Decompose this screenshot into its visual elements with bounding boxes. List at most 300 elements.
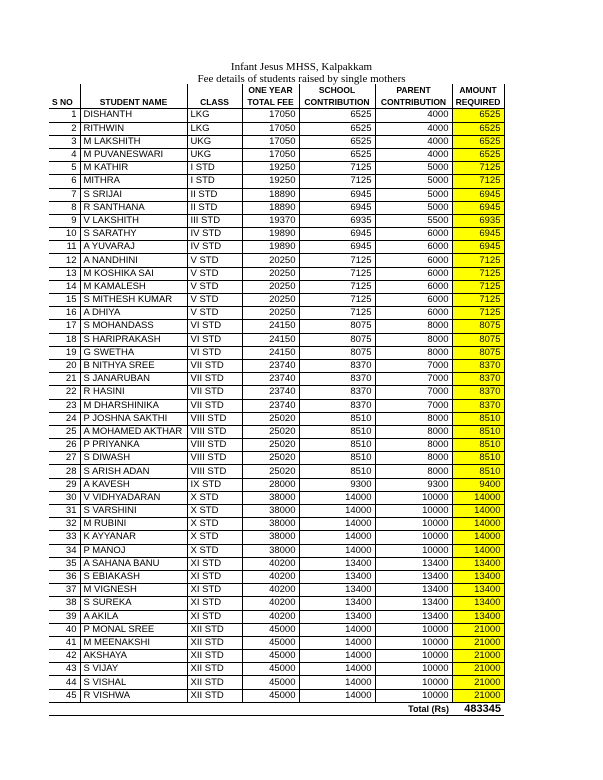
cell-school-contribution: 14000: [299, 531, 375, 544]
cell-student-name: S VISHAL: [80, 676, 187, 689]
cell-parent-contribution: 10000: [375, 544, 452, 557]
cell-total-fee: 38000: [242, 505, 299, 518]
total-spacer-1: [49, 702, 80, 715]
cell-parent-contribution: 8000: [375, 439, 452, 452]
cell-parent-contribution: 7000: [375, 373, 452, 386]
table-row: [49, 294, 504, 307]
cell-parent-contribution: 4000: [375, 122, 452, 135]
table-row: [49, 518, 504, 531]
cell-school-contribution: 6945: [299, 201, 375, 214]
cell-total-fee: 24150: [242, 346, 299, 359]
cell-parent-contribution: 8000: [375, 425, 452, 438]
cell-class: XI STD: [187, 584, 242, 597]
cell-school-contribution: 8370: [299, 386, 375, 399]
cell-class: VIII STD: [187, 452, 242, 465]
cell-total-fee: 19890: [242, 228, 299, 241]
cell-parent-contribution: 8000: [375, 452, 452, 465]
cell-total-fee: 25020: [242, 425, 299, 438]
total-spacer-2: [80, 702, 187, 715]
sno-header: S NO: [49, 96, 80, 109]
cell-sno: 32: [49, 518, 80, 531]
cell-amount-required: 21000: [452, 689, 504, 702]
cell-total-fee: 40200: [242, 610, 299, 623]
cell-parent-contribution: 6000: [375, 307, 452, 320]
cell-amount-required: 13400: [452, 557, 504, 570]
cell-class: IX STD: [187, 478, 242, 491]
cell-class: XII STD: [187, 663, 242, 676]
cell-school-contribution: 13400: [299, 584, 375, 597]
cell-sno: 7: [49, 188, 80, 201]
cell-sno: 27: [49, 452, 80, 465]
table-row: [49, 386, 504, 399]
cell-school-contribution: 7125: [299, 175, 375, 188]
cell-class: V STD: [187, 254, 242, 267]
cell-amount-required: 14000: [452, 505, 504, 518]
table-row: [49, 636, 504, 649]
table-row: [49, 689, 504, 702]
total-row: [49, 702, 504, 715]
cell-parent-contribution: 6000: [375, 228, 452, 241]
cell-total-fee: 45000: [242, 650, 299, 663]
cell-class: IV STD: [187, 228, 242, 241]
cell-class: V STD: [187, 280, 242, 293]
cell-student-name: S EBIAKASH: [80, 570, 187, 583]
cell-sno: 41: [49, 636, 80, 649]
cell-class: X STD: [187, 531, 242, 544]
cell-total-fee: 23740: [242, 399, 299, 412]
table-row: [49, 676, 504, 689]
cell-class: LKG: [187, 122, 242, 135]
cell-class: VI STD: [187, 346, 242, 359]
name-header-top: [80, 84, 187, 96]
cell-total-fee: 20250: [242, 294, 299, 307]
cell-total-fee: 17050: [242, 148, 299, 161]
table-row: [49, 399, 504, 412]
cell-parent-contribution: 5500: [375, 214, 452, 227]
cell-parent-contribution: 8000: [375, 333, 452, 346]
table-row: [49, 597, 504, 610]
cell-parent-contribution: 8000: [375, 412, 452, 425]
cell-class: I STD: [187, 175, 242, 188]
cell-total-fee: 40200: [242, 584, 299, 597]
cell-total-fee: 17050: [242, 122, 299, 135]
table-row: [49, 531, 504, 544]
table-row: [49, 570, 504, 583]
cell-student-name: M DHARSHINIKA: [80, 399, 187, 412]
cell-school-contribution: 6945: [299, 241, 375, 254]
cell-total-fee: 18890: [242, 201, 299, 214]
cell-school-contribution: 14000: [299, 663, 375, 676]
cell-amount-required: 6525: [452, 122, 504, 135]
cell-school-contribution: 8075: [299, 333, 375, 346]
cell-amount-required: 6945: [452, 201, 504, 214]
cell-student-name: MITHRA: [80, 175, 187, 188]
cell-student-name: V LAKSHITH: [80, 214, 187, 227]
header-row-1: [49, 84, 504, 96]
cell-amount-required: 6945: [452, 228, 504, 241]
cell-sno: 4: [49, 148, 80, 161]
cell-school-contribution: 6525: [299, 109, 375, 122]
cell-class: V STD: [187, 307, 242, 320]
cell-class: VII STD: [187, 386, 242, 399]
cell-school-contribution: 13400: [299, 597, 375, 610]
cell-student-name: S MITHESH KUMAR: [80, 294, 187, 307]
cell-parent-contribution: 7000: [375, 359, 452, 372]
cell-student-name: M VIGNESH: [80, 584, 187, 597]
total-value: 483345: [452, 702, 504, 715]
cell-amount-required: 21000: [452, 650, 504, 663]
cell-school-contribution: 14000: [299, 636, 375, 649]
cell-student-name: M KOSHIKA SAI: [80, 267, 187, 280]
cell-class: XI STD: [187, 610, 242, 623]
table-row: [49, 610, 504, 623]
cell-amount-required: 21000: [452, 663, 504, 676]
cell-total-fee: 38000: [242, 491, 299, 504]
cell-class: VII STD: [187, 399, 242, 412]
cell-parent-contribution: 10000: [375, 663, 452, 676]
cell-student-name: S JANARUBAN: [80, 373, 187, 386]
cell-amount-required: 13400: [452, 570, 504, 583]
cell-class: X STD: [187, 518, 242, 531]
cell-parent-contribution: 10000: [375, 636, 452, 649]
cell-sno: 40: [49, 623, 80, 636]
cell-student-name: AKSHAYA: [80, 650, 187, 663]
cell-school-contribution: 13400: [299, 557, 375, 570]
cell-class: UKG: [187, 148, 242, 161]
cell-sno: 25: [49, 425, 80, 438]
cell-class: X STD: [187, 544, 242, 557]
cell-parent-contribution: 10000: [375, 650, 452, 663]
cell-amount-required: 6525: [452, 148, 504, 161]
cell-amount-required: 8370: [452, 359, 504, 372]
total-spacer-4: [242, 702, 299, 715]
cell-school-contribution: 13400: [299, 610, 375, 623]
cell-school-contribution: 14000: [299, 676, 375, 689]
table-row: [49, 373, 504, 386]
table-row: [49, 465, 504, 478]
cell-student-name: S SUREKA: [80, 597, 187, 610]
cell-amount-required: 6935: [452, 214, 504, 227]
cell-amount-required: 7125: [452, 175, 504, 188]
cell-sno: 23: [49, 399, 80, 412]
cell-student-name: A DHIYA: [80, 307, 187, 320]
cell-student-name: M RUBINI: [80, 518, 187, 531]
cell-student-name: M MEENAKSHI: [80, 636, 187, 649]
student-rows: [49, 109, 504, 702]
cell-class: VIII STD: [187, 425, 242, 438]
cell-sno: 8: [49, 201, 80, 214]
cell-total-fee: 19370: [242, 214, 299, 227]
cell-school-contribution: 14000: [299, 650, 375, 663]
table-row: [49, 452, 504, 465]
cell-sno: 1: [49, 109, 80, 122]
cell-sno: 29: [49, 478, 80, 491]
cell-sno: 24: [49, 412, 80, 425]
cell-parent-contribution: 10000: [375, 491, 452, 504]
cell-parent-contribution: 10000: [375, 676, 452, 689]
cell-student-name: P MANOJ: [80, 544, 187, 557]
table-row: [49, 478, 504, 491]
cell-class: XI STD: [187, 597, 242, 610]
cell-class: XII STD: [187, 623, 242, 636]
table-row: [49, 228, 504, 241]
cell-parent-contribution: 6000: [375, 254, 452, 267]
cell-total-fee: 45000: [242, 689, 299, 702]
cell-parent-contribution: 13400: [375, 610, 452, 623]
cell-parent-contribution: 7000: [375, 386, 452, 399]
cell-school-contribution: 8510: [299, 412, 375, 425]
cell-total-fee: 38000: [242, 544, 299, 557]
cell-school-contribution: 7125: [299, 280, 375, 293]
cell-total-fee: 19890: [242, 241, 299, 254]
cell-school-contribution: 7125: [299, 294, 375, 307]
cell-class: XII STD: [187, 689, 242, 702]
cell-sno: 34: [49, 544, 80, 557]
cell-student-name: M KAMALESH: [80, 280, 187, 293]
cell-student-name: V VIDHYADARAN: [80, 491, 187, 504]
cell-parent-contribution: 5000: [375, 175, 452, 188]
cell-school-contribution: 9300: [299, 478, 375, 491]
table-row: [49, 162, 504, 175]
cell-sno: 26: [49, 439, 80, 452]
cell-student-name: P PRIYANKA: [80, 439, 187, 452]
cell-school-contribution: 14000: [299, 491, 375, 504]
cell-amount-required: 7125: [452, 280, 504, 293]
cell-school-contribution: 6525: [299, 122, 375, 135]
table-row: [49, 425, 504, 438]
class-header-top: [187, 84, 242, 96]
cell-student-name: S ARISH ADAN: [80, 465, 187, 478]
cell-sno: 42: [49, 650, 80, 663]
cell-student-name: R HASINI: [80, 386, 187, 399]
cell-total-fee: 19250: [242, 175, 299, 188]
cell-sno: 35: [49, 557, 80, 570]
cell-total-fee: 40200: [242, 557, 299, 570]
cell-total-fee: 40200: [242, 597, 299, 610]
amount-header-top: AMOUNT: [452, 84, 504, 96]
cell-student-name: A SAHANA BANU: [80, 557, 187, 570]
cell-class: VI STD: [187, 320, 242, 333]
cell-student-name: P JOSHNA SAKTHI: [80, 412, 187, 425]
cell-parent-contribution: 13400: [375, 570, 452, 583]
cell-parent-contribution: 4000: [375, 109, 452, 122]
table-row: [49, 280, 504, 293]
class-header: CLASS: [187, 96, 242, 109]
cell-class: XII STD: [187, 650, 242, 663]
cell-amount-required: 21000: [452, 676, 504, 689]
cell-school-contribution: 6945: [299, 188, 375, 201]
cell-student-name: A AKILA: [80, 610, 187, 623]
cell-school-contribution: 6525: [299, 148, 375, 161]
cell-parent-contribution: 6000: [375, 267, 452, 280]
cell-total-fee: 45000: [242, 636, 299, 649]
cell-parent-contribution: 10000: [375, 623, 452, 636]
cell-total-fee: 18890: [242, 188, 299, 201]
table-row: [49, 241, 504, 254]
cell-total-fee: 38000: [242, 518, 299, 531]
cell-amount-required: 8075: [452, 333, 504, 346]
cell-amount-required: 13400: [452, 597, 504, 610]
table-row: [49, 333, 504, 346]
cell-sno: 11: [49, 241, 80, 254]
cell-student-name: A NANDHINI: [80, 254, 187, 267]
table-row: [49, 201, 504, 214]
cell-amount-required: 7125: [452, 307, 504, 320]
cell-student-name: G SWETHA: [80, 346, 187, 359]
cell-sno: 38: [49, 597, 80, 610]
cell-parent-contribution: 8000: [375, 346, 452, 359]
cell-school-contribution: 6945: [299, 228, 375, 241]
cell-amount-required: 8510: [452, 439, 504, 452]
table-row: [49, 623, 504, 636]
cell-class: X STD: [187, 491, 242, 504]
table-row: [49, 135, 504, 148]
total-spacer-3: [187, 702, 242, 715]
cell-student-name: S SARATHY: [80, 228, 187, 241]
cell-class: V STD: [187, 267, 242, 280]
cell-sno: 15: [49, 294, 80, 307]
cell-class: VI STD: [187, 333, 242, 346]
cell-parent-contribution: 13400: [375, 557, 452, 570]
cell-school-contribution: 14000: [299, 689, 375, 702]
cell-class: II STD: [187, 188, 242, 201]
cell-amount-required: 13400: [452, 584, 504, 597]
cell-total-fee: 20250: [242, 280, 299, 293]
cell-sno: 18: [49, 333, 80, 346]
cell-total-fee: 23740: [242, 359, 299, 372]
cell-student-name: B NITHYA SREE: [80, 359, 187, 372]
cell-class: XI STD: [187, 570, 242, 583]
cell-student-name: R SANTHANA: [80, 201, 187, 214]
table-row: [49, 544, 504, 557]
cell-school-contribution: 7125: [299, 267, 375, 280]
cell-total-fee: 23740: [242, 373, 299, 386]
cell-school-contribution: 8510: [299, 439, 375, 452]
table-row: [49, 650, 504, 663]
cell-sno: 33: [49, 531, 80, 544]
cell-parent-contribution: 10000: [375, 689, 452, 702]
cell-amount-required: 8510: [452, 412, 504, 425]
cell-amount-required: 7125: [452, 254, 504, 267]
cell-sno: 16: [49, 307, 80, 320]
fee-header: TOTAL FEE: [242, 96, 299, 109]
cell-parent-contribution: 10000: [375, 505, 452, 518]
cell-parent-contribution: 13400: [375, 584, 452, 597]
cell-sno: 20: [49, 359, 80, 372]
table-row: [49, 320, 504, 333]
cell-school-contribution: 8370: [299, 399, 375, 412]
cell-student-name: DISHANTH: [80, 109, 187, 122]
cell-sno: 9: [49, 214, 80, 227]
cell-school-contribution: 8510: [299, 425, 375, 438]
cell-sno: 22: [49, 386, 80, 399]
cell-total-fee: 45000: [242, 676, 299, 689]
cell-school-contribution: 8075: [299, 320, 375, 333]
amount-header: REQUIRED: [452, 96, 504, 109]
cell-sno: 13: [49, 267, 80, 280]
cell-class: VIII STD: [187, 412, 242, 425]
parent-header: CONTRIBUTION: [375, 96, 452, 109]
cell-sno: 19: [49, 346, 80, 359]
cell-parent-contribution: 5000: [375, 201, 452, 214]
cell-class: X STD: [187, 505, 242, 518]
cell-class: I STD: [187, 162, 242, 175]
cell-amount-required: 7125: [452, 267, 504, 280]
fee-table: [49, 84, 505, 716]
cell-parent-contribution: 10000: [375, 518, 452, 531]
name-header: STUDENT NAME: [80, 96, 187, 109]
cell-total-fee: 17050: [242, 109, 299, 122]
table-row: [49, 175, 504, 188]
cell-school-contribution: 8510: [299, 465, 375, 478]
cell-total-fee: 20250: [242, 254, 299, 267]
cell-class: UKG: [187, 135, 242, 148]
cell-student-name: RITHWIN: [80, 122, 187, 135]
table-row: [49, 267, 504, 280]
cell-total-fee: 45000: [242, 663, 299, 676]
cell-sno: 17: [49, 320, 80, 333]
cell-total-fee: 28000: [242, 478, 299, 491]
school-header: CONTRIBUTION: [299, 96, 375, 109]
table-row: [49, 491, 504, 504]
cell-amount-required: 7125: [452, 294, 504, 307]
cell-class: VIII STD: [187, 465, 242, 478]
cell-school-contribution: 7125: [299, 254, 375, 267]
cell-student-name: S VIJAY: [80, 663, 187, 676]
cell-class: IV STD: [187, 241, 242, 254]
cell-student-name: S VARSHINI: [80, 505, 187, 518]
table-row: [49, 359, 504, 372]
cell-amount-required: 9400: [452, 478, 504, 491]
cell-school-contribution: 8510: [299, 452, 375, 465]
cell-school-contribution: 13400: [299, 570, 375, 583]
cell-school-contribution: 8075: [299, 346, 375, 359]
cell-school-contribution: 7125: [299, 162, 375, 175]
cell-parent-contribution: 6000: [375, 280, 452, 293]
cell-student-name: S SRIJAI: [80, 188, 187, 201]
cell-student-name: R VISHWA: [80, 689, 187, 702]
cell-amount-required: 8370: [452, 399, 504, 412]
cell-student-name: M PUVANESWARI: [80, 148, 187, 161]
cell-total-fee: 45000: [242, 623, 299, 636]
cell-student-name: K AYYANAR: [80, 531, 187, 544]
school-header-top: SCHOOL: [299, 84, 375, 96]
cell-total-fee: 25020: [242, 412, 299, 425]
table-row: [49, 346, 504, 359]
table-row: [49, 109, 504, 122]
cell-amount-required: 21000: [452, 636, 504, 649]
cell-total-fee: 20250: [242, 267, 299, 280]
cell-student-name: S MOHANDASS: [80, 320, 187, 333]
cell-amount-required: 6945: [452, 188, 504, 201]
cell-parent-contribution: 8000: [375, 320, 452, 333]
cell-school-contribution: 14000: [299, 518, 375, 531]
cell-sno: 37: [49, 584, 80, 597]
table-row: [49, 188, 504, 201]
table-row: [49, 148, 504, 161]
cell-amount-required: 8370: [452, 386, 504, 399]
cell-student-name: P MONAL SREE: [80, 623, 187, 636]
cell-student-name: S HARIPRAKASH: [80, 333, 187, 346]
cell-sno: 28: [49, 465, 80, 478]
sheet-subtitle: Fee details of students raised by single mothers: [197, 73, 406, 85]
cell-sno: 5: [49, 162, 80, 175]
cell-class: VIII STD: [187, 439, 242, 452]
cell-school-contribution: 14000: [299, 544, 375, 557]
cell-sno: 10: [49, 228, 80, 241]
cell-amount-required: 8510: [452, 465, 504, 478]
cell-class: VII STD: [187, 373, 242, 386]
